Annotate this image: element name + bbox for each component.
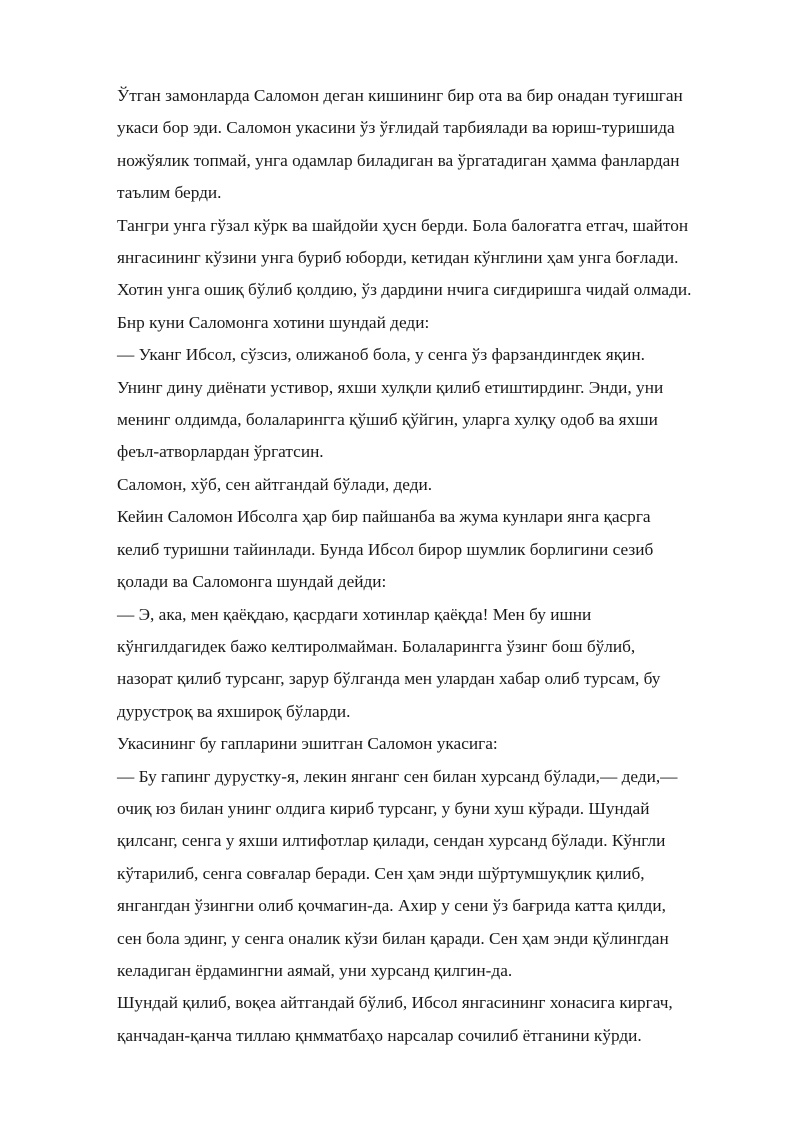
text-line: Унинг дину диёнати устивор, яхши хулқли қилиб етиштирдинг. Энди, уни [117,377,664,397]
text-line: қолади ва Саломонга шундай дейди: [117,572,387,592]
text-line: Саломон, хўб, сен айтгандай бўлади, деди. [117,474,433,494]
text-line: Кейин Саломон Ибсолга ҳар бир пайшанба ва жума кунлари янга қасрга [117,507,651,527]
text-line: феъл-атворлардан ўргатсин. [117,442,324,462]
text-line: Укасининг бу гапларини эшитган Саломон укасига: [117,734,498,754]
text-line: — Уканг Ибсол, сўзсиз, олижаноб бола, у сенга ўз фарзандингдек яқин. [117,345,645,365]
text-line: — Э, ака, мен қаёқдаю, қасрдаги хотинлар қаёқда! Мен бу ишни [117,604,592,624]
text-line: Хотин унга ошиқ бўлиб қолдию, ўз дардини нчига сиғдиришга чидай олмади. [117,280,692,300]
text-line: янгасининг кўзини унга буриб юборди, кетидан кўнглини ҳам унга боғлади. [117,248,679,268]
text-line: — Бу гапинг дурустку-я, лекин янганг сен билан хурсанд бўлади,— деди,— [117,766,678,786]
text-line: Тангри унга гўзал кўрк ва шайдойи ҳусн берди. Бола балоғатга етгач, шайтон [117,215,689,235]
text-line: қилсанг, сенга у яхши илтифотлар қилади, сендан хурсанд бўлади. Кўнгли [117,831,666,851]
text-line: Шундай қилиб, воқеа айтгандай бўлиб, Ибсол янгасининг хонасига киргач, [117,993,673,1013]
text-line: укаси бор эди. Саломон укасини ўз ўғлидай тарбиялади ва юриш-туришида [117,118,675,138]
text-line: қанчадан-қанча тиллаю қнмматбаҳо нарсалар сочилиб ётганини кўрди. [117,1025,642,1045]
text-line: менинг олдимда, болаларингга қўшиб қўйгин, уларга хулқу одоб ва яхши [117,410,658,430]
text-line: назорат қилиб турсанг, зарур бўлганда мен улардан хабар олиб турсам, бу [117,669,661,689]
text-line: кўтарилиб, сенга совғалар беради. Сен ҳам энди шўртумшуқлик қилиб, [117,863,645,883]
text-line: Ўтган замонларда Саломон деган кишининг бир ота ва бир онадан туғишган [117,86,683,105]
text-line: таълим берди. [117,183,222,203]
text-line: дурустроқ ва яхшироқ бўларди. [117,701,351,721]
text-line: ножўялик топмай, унга одамлар биладиган ва ўргатадиган ҳамма фанлардан [117,150,680,170]
document-page [117,80,757,1052]
text-line: очиқ юз билан унинг олдига кириб турсанг, у буни хуш кўради. Шундай [117,798,650,818]
text-line: Бнр куни Саломонга хотини шундай деди: [117,312,430,332]
text-line: сен бола эдинг, у сенга оналик кўзи билан қаради. Сен ҳам энди қўлингдан [117,928,669,948]
text-line: келиб туришни тайинлади. Бунда Ибсол бирор шумлик борлигини сезиб [117,539,654,559]
text-line: янгангдан ўзингни олиб қочмагин-да. Ахир у сени ўз бағрида катта қилди, [117,896,666,916]
text-line: кўнгилдагидек бажо келтиролмайман. Болаларингга ўзинг бош бўлиб, [117,636,636,656]
text-line: келадиган ёрдамингни аямай, уни хурсанд қилгин-да. [117,960,513,980]
